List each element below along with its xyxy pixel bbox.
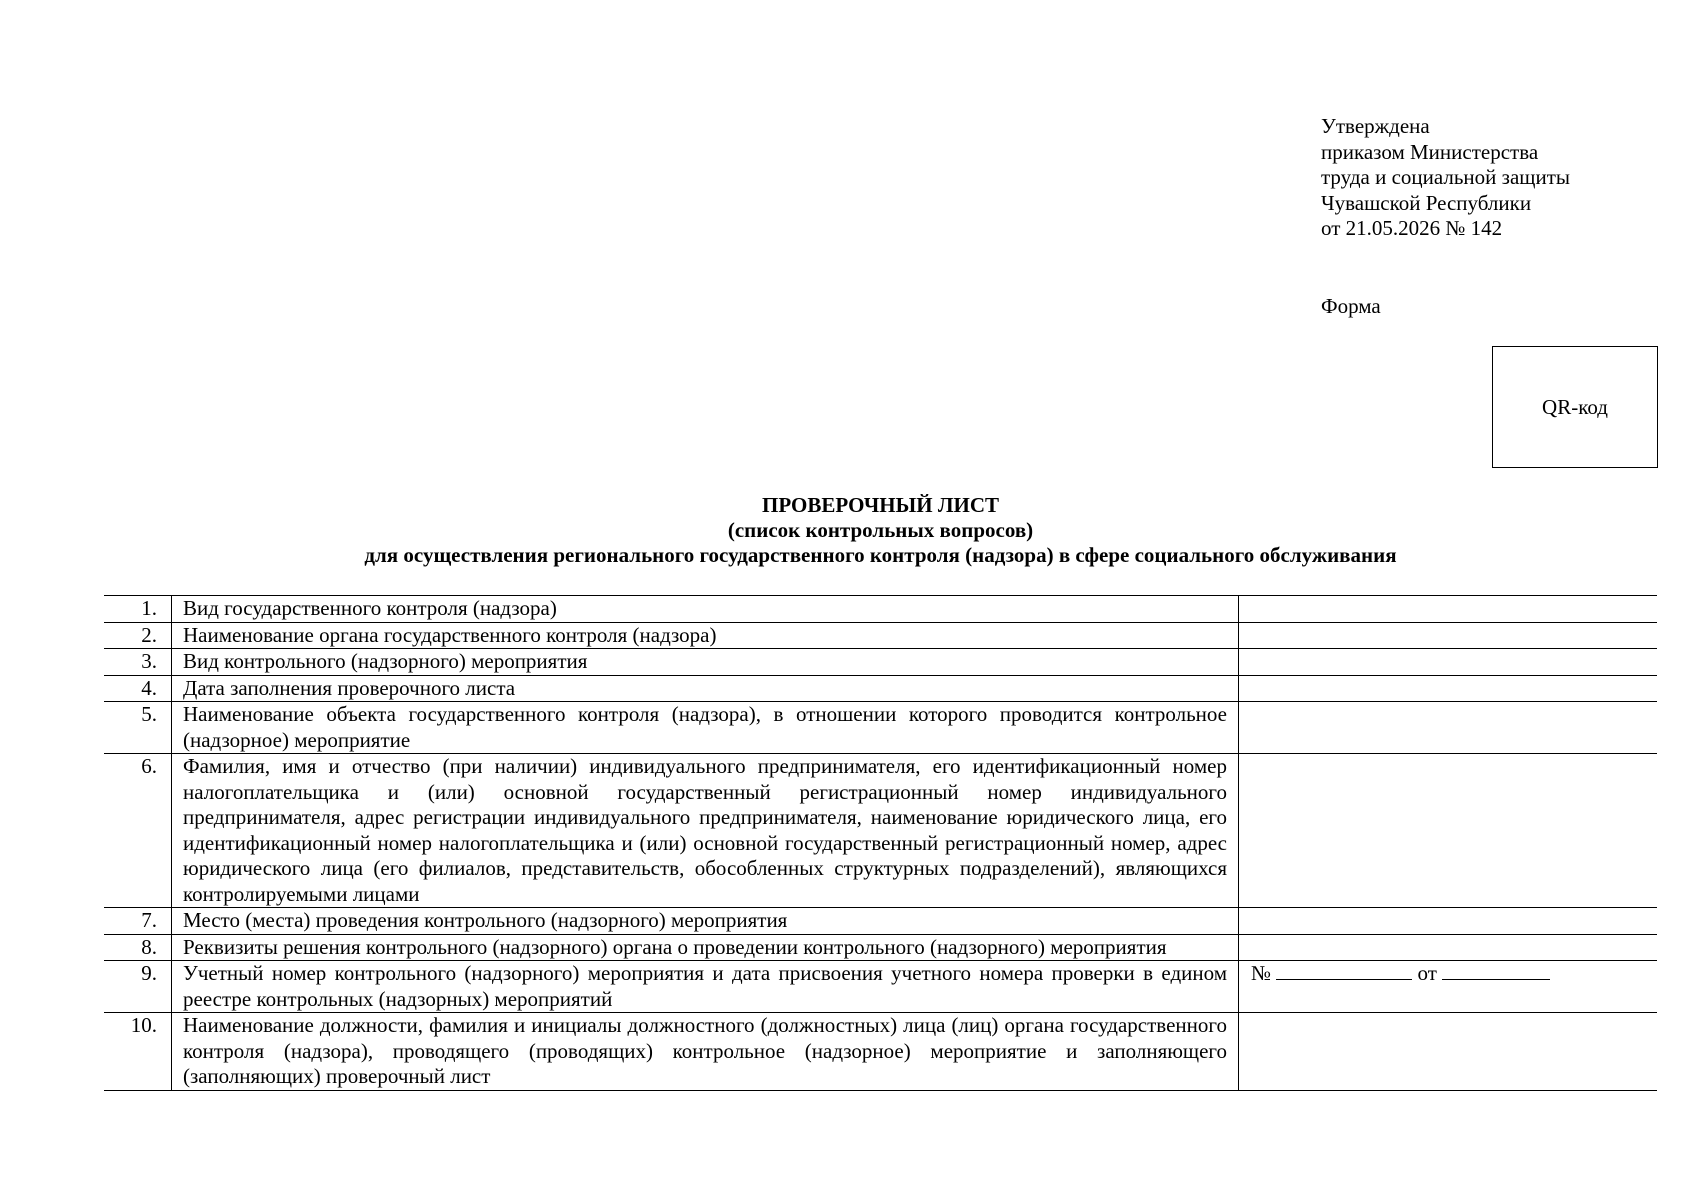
row-question: Наименование объекта государственного контроля (надзора), в отношении которого проводится контрольное (надзорное) мероприятие (172, 702, 1239, 754)
row-answer-field[interactable] (1239, 702, 1658, 754)
table-row (104, 908, 1657, 935)
title-line-3: для осуществления регионального государственного контроля (надзора) в сфере социального обслуживания (364, 543, 1397, 567)
qr-code-label: QR-код (1542, 394, 1608, 419)
row-number: 3. (104, 649, 172, 676)
row-question: Фамилия, имя и отчество (при наличии) индивидуального предпринимателя, его идентификационный номер налогоплательщика и (или) основной государственный регистрационный номер индивидуального предпринимателя, адрес регистрации индивидуального предпринимателя, наименование юридического лица, его идентификационный номер налогоплательщика и (или) основной государственный регистрационный номер, адрес юридического лица (его филиалов, представительств, обособленных структурных подразделений), являющихся контролируемыми лицами (172, 754, 1239, 908)
qr-code-placeholder (1492, 346, 1658, 468)
table-row (104, 754, 1657, 908)
row-question: Место (места) проведения контрольного (надзорного) мероприятия (172, 908, 1239, 935)
row-answer-field[interactable] (1239, 934, 1658, 961)
row-question: Наименование должности, фамилия и инициалы должностного (должностных) лица (лиц) органа государственного контроля (надзора), проводящего (проводящих) контрольное (надзорное) мероприятие и заполняющего (заполняющих) проверочный лист (172, 1013, 1239, 1091)
registry-date-blank[interactable] (1442, 961, 1550, 980)
row-answer-field[interactable] (1239, 675, 1658, 702)
registry-number-sign: № (1251, 961, 1272, 985)
approval-line: приказом Министерства (1321, 139, 1539, 164)
table-row (104, 961, 1657, 1013)
row-answer-field[interactable] (1239, 622, 1658, 649)
row-answer-field[interactable] (1239, 649, 1658, 676)
row-question: Реквизиты решения контрольного (надзорного) органа о проведении контрольного (надзорного) мероприятия (172, 934, 1239, 961)
approval-line: Утверждена (1321, 114, 1430, 138)
table-row (104, 1013, 1657, 1091)
row-number: 8. (104, 934, 172, 961)
row-number: 1. (104, 596, 172, 623)
table-row (104, 649, 1657, 676)
row-answer-field[interactable] (1239, 1013, 1658, 1091)
row-number: 10. (104, 1013, 172, 1091)
row-question: Дата заполнения проверочного листа (172, 675, 1239, 702)
row-answer-field[interactable] (1239, 908, 1658, 935)
row-answer-field[interactable] (1239, 754, 1658, 908)
row-question: Вид государственного контроля (надзора) (172, 596, 1239, 623)
row-question: Вид контрольного (надзорного) мероприятия (172, 649, 1239, 676)
row-number: 2. (104, 622, 172, 649)
row-number: 6. (104, 754, 172, 908)
row-number: 4. (104, 675, 172, 702)
table-row (104, 675, 1657, 702)
row-answer-field[interactable] (1239, 596, 1658, 623)
row-answer-field (1239, 961, 1658, 1013)
row-number: 9. (104, 961, 172, 1013)
checklist-table (104, 595, 1657, 1091)
table-row (104, 622, 1657, 649)
row-question: Учетный номер контрольного (надзорного) мероприятия и дата присвоения учетного номера проверки в едином реестре контрольных (надзорных) мероприятий (172, 961, 1239, 1013)
row-question: Наименование органа государственного контроля (надзора) (172, 622, 1239, 649)
registry-number-blank[interactable] (1276, 961, 1412, 980)
approval-line: Чувашской Республики (1321, 190, 1532, 215)
document-title (104, 492, 1657, 568)
row-number: 5. (104, 702, 172, 754)
table-row (104, 702, 1657, 754)
row-number: 7. (104, 908, 172, 935)
registry-date-label: от (1417, 961, 1437, 985)
title-line-1: ПРОВЕРОЧНЫЙ ЛИСТ (761, 493, 999, 517)
approval-line: труда и социальной защиты (1321, 165, 1570, 189)
form-label: Форма (1321, 294, 1381, 318)
title-line-2: (список контрольных вопросов) (727, 518, 1034, 542)
approval-block (1321, 114, 1570, 242)
table-row (104, 934, 1657, 961)
approval-line: от 21.05.2026 № 142 (1321, 216, 1503, 240)
table-row (104, 596, 1657, 623)
